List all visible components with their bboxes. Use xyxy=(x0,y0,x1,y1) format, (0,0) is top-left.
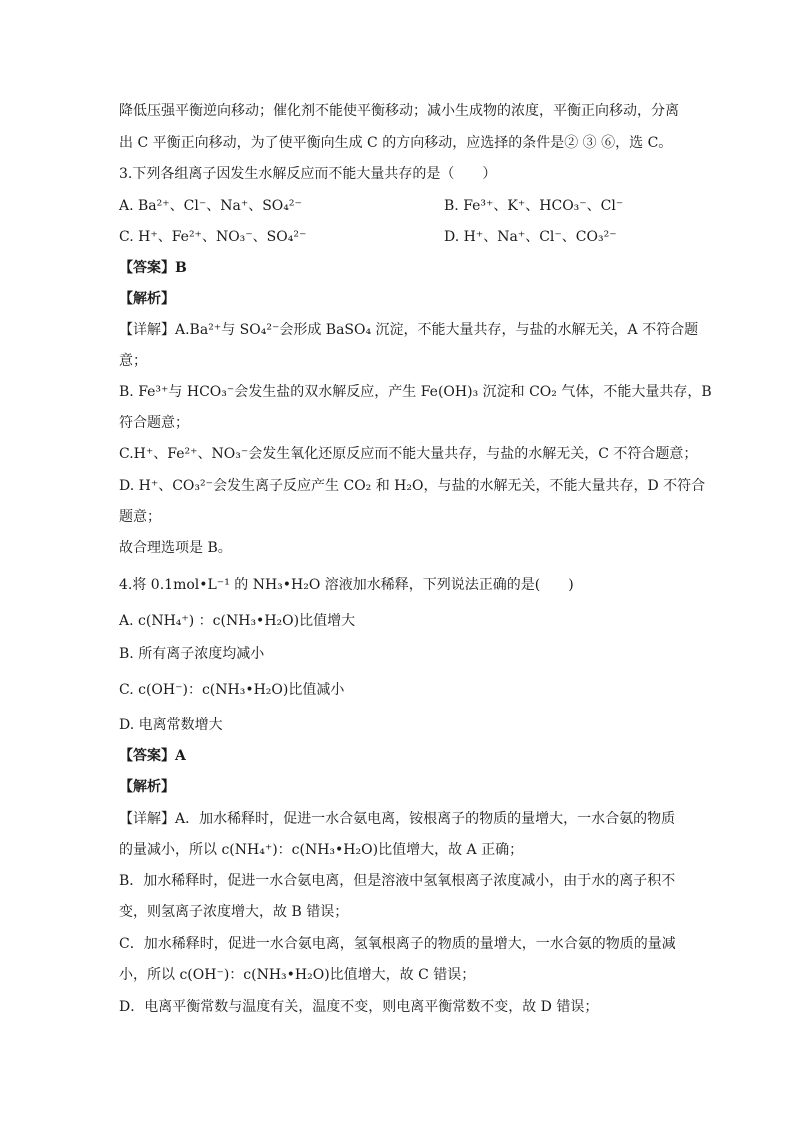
text-line: 出 C 平衡正向移动，为了使平衡向生成 C 的方向移动，应选择的条件是② ③ ⑥，选 C。 xyxy=(119,135,673,151)
explanation-line: C.H⁺、Fe²⁺、NO₃⁻会发生氧化还原反应而不能大量共存，与盐的水解无关，C 不符合题意； xyxy=(119,446,698,462)
explanation-line: B. Fe³⁺与 HCO₃⁻会发生盐的双水解反应，产生 Fe(OH)₃ 沉淀和 CO₂ 气体，不能大量共存，B xyxy=(119,384,712,400)
question-4-stem: 4.将 0.1mol•L⁻¹ 的 NH₃•H₂O 溶液加水稀释，下列说法正确的是( ) xyxy=(119,577,574,593)
analysis-label: 【解析】 xyxy=(119,779,175,795)
text-line: 降低压强平衡逆向移动；催化剂不能使平衡移动；减小生成物的浓度，平衡正向移动，分离 xyxy=(119,103,679,119)
explanation-line: C．加水稀释时，促进一水合氨电离，氢氧根离子的物质的量增大，一水合氨的物质的量减 xyxy=(119,936,676,952)
explanation-line: 变，则氢离子浓度增大，故 B 错误； xyxy=(119,904,349,920)
option-d: D. 电离常数增大 xyxy=(119,717,223,733)
analysis-label: 【解析】 xyxy=(119,291,175,307)
explanation-line: 小，所以 c(OH⁻)：c(NH₃•H₂O)比值增大，故 C 错误； xyxy=(119,967,476,983)
explanation-line: 【详解】A.Ba²⁺与 SO₄²⁻会形成 BaSO₄ 沉淀，不能大量共存，与盐的水解无关，A 不符合题 xyxy=(119,322,699,338)
answer-label: 【答案】B xyxy=(119,260,187,276)
option-b: B. Fe³⁺、K⁺、HCO₃⁻、Cl⁻ xyxy=(444,198,624,214)
option-c: C. c(OH⁻)：c(NH₃•H₂O)比值减小 xyxy=(119,682,345,698)
explanation-line: 符合题意； xyxy=(119,415,189,431)
option-d: D. H⁺、Na⁺、Cl⁻、CO₃²⁻ xyxy=(444,229,617,245)
explanation-line: 的量减小，所以 c(NH₄⁺)：c(NH₃•H₂O)比值增大，故 A 正确； xyxy=(119,842,524,858)
explanation-line: 题意； xyxy=(119,509,161,525)
option-a: A. c(NH₄⁺) ：c(NH₃•H₂O)比值增大 xyxy=(119,613,356,629)
explanation-line: 【详解】A．加水稀释时，促进一水合氨电离，铵根离子的物质的量增大，一水合氨的物质 xyxy=(119,811,676,827)
explanation-line: D．电离平衡常数与温度有关，温度不变，则电离平衡常数不变，故 D 错误； xyxy=(119,999,599,1015)
option-a: A. Ba²⁺、Cl⁻、Na⁺、SO₄²⁻ xyxy=(119,198,302,214)
option-c: C. H⁺、Fe²⁺、NO₃⁻、SO₄²⁻ xyxy=(119,229,307,245)
option-b: B. 所有离子浓度均减小 xyxy=(119,646,265,662)
question-3-stem: 3.下列各组离子因发生水解反应而不能大量共存的是（ ） xyxy=(119,166,497,182)
explanation-line: B．加水稀释时，促进一水合氨电离，但是溶液中氢氧根离子浓度减小，由于水的离子积不 xyxy=(119,873,676,889)
conclusion-line: 故合理选项是 B。 xyxy=(119,540,232,556)
explanation-line: D. H⁺、CO₃²⁻会发生离子反应产生 CO₂ 和 H₂O，与盐的水解无关，不能大量共存，D 不符合 xyxy=(119,478,706,494)
answer-label: 【答案】A xyxy=(119,748,186,764)
explanation-line: 意； xyxy=(119,353,147,369)
